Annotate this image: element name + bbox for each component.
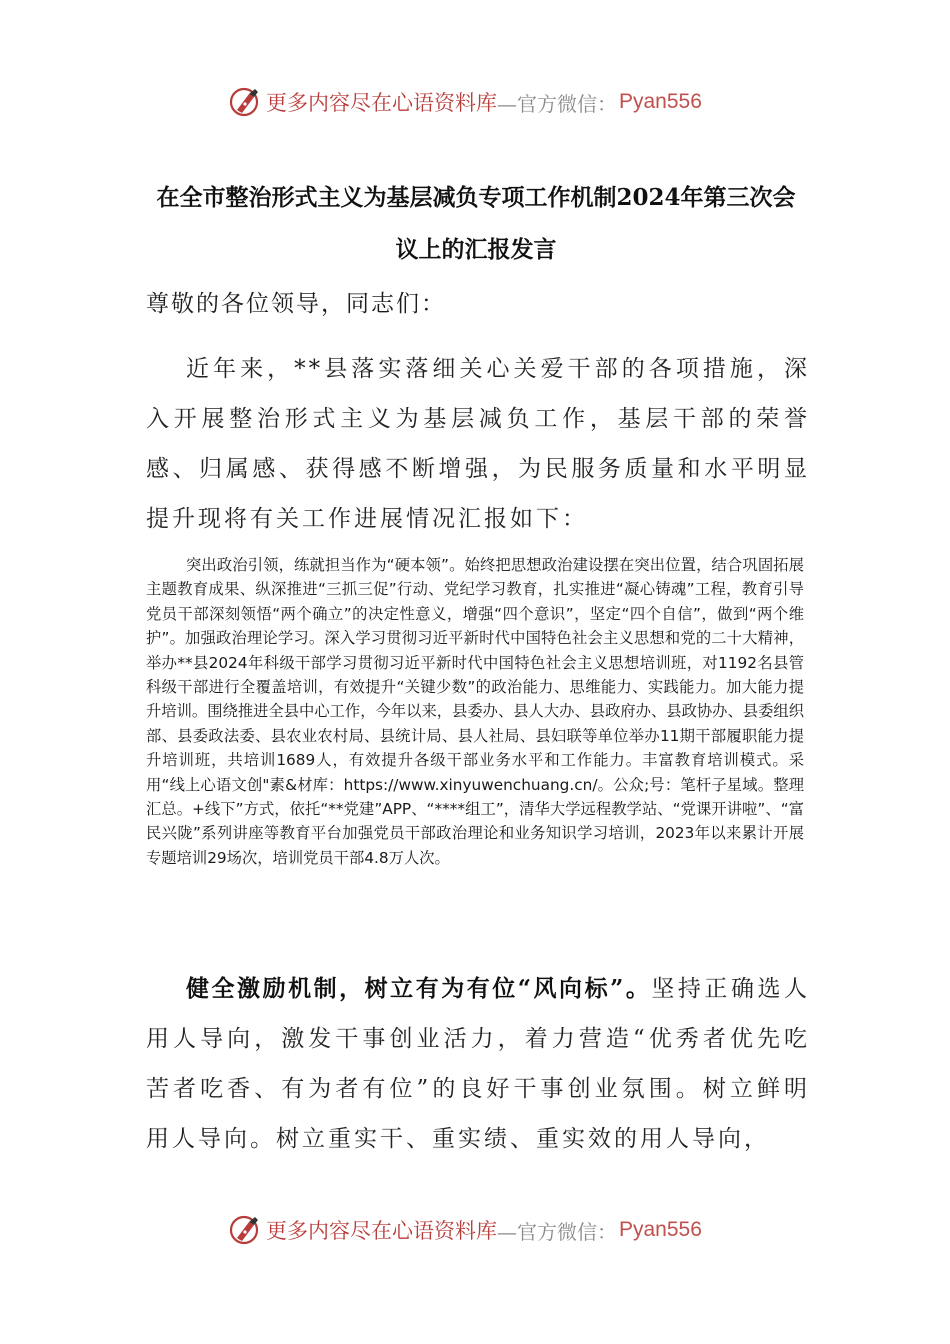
banner-wechat-id: Pyan556 [619,1218,702,1241]
paragraph-incentive-mechanism [146,964,810,1164]
document-title: 在全市整治形式主义为基层减负专项工作机制2024年第三次会议上的汇报发言 [156,184,796,263]
footer-banner [228,1212,748,1248]
header-banner [228,84,748,120]
paragraph-political-guidance: 突出政治引领，练就担当作为“硬本领”。始终把思想政治建设摆在突出位置，结合巩固拓展主题教育成果、纵深推进“三抓三促”行动、党纪学习教育，扎实推进“凝心铸魂”工程，教育引导党员干部深刻领悟“两个确立”的决定性意义，增强“四个意识”，坚定“四个自信”，做到“两个维护”。加强政治理论学习。深入学习贯彻习近平新时代中国特色社会主义思想和党的二十大精神，举办**县2024年科级干部学习贯彻习近平新时代中国特色社会主义思想培训班，对1192名县管科级干部进行全覆盖培训，有效提升“关键少数”的政治能力、思维能力、实践能力。加大能力提升培训。围绕推进全县中心工作，今年以来，县委办、县人大办、县政府办、县政协办、县委组织部、县委政法委、县农业农村局、县统计局、县人社局、县妇联等单位举办11期干部履职能力提升培训班，共培训1689人，有效提升各级干部业务水平和工作能力。丰富教育培训模式。采用“线上心语文创"素&材库：https://www.xinyuwenchuang.cn/。公众;号：笔杆子星域。整理汇总。+线下”方式，依托“**党建”APP、“****组工”，清华大学远程教学站、“党课开讲啦”、“富民兴陇”系列讲座等教育平台加强党员干部政治理论和业务知识学习培训，2023年以来累计开展专题培训29场次，培训党员干部4.8万人次。 [146,556,804,867]
pen-nib-icon [228,85,262,119]
paragraph-lead-heading: 健全激励机制，树立有为有位“风向标”。 [186,975,652,1002]
pen-nib-icon [228,1213,262,1247]
banner-sub-text: —官方微信： [497,1219,617,1244]
paragraph-body-text: 坚持正确选人用人导向，激发干事创业活力，着力营造“优秀者优先吃苦者吃香、有为者有位”的良好干事创业氛围。树立鲜明用人导向。树立重实干、重实绩、重实效的用人导向， [146,976,811,1152]
paragraph-intro: 近年来，**县落实落细关心关爱干部的各项措施，深入开展整治形式主义为基层减负工作，基层干部的荣誉感、归属感、获得感不断增强，为民服务质量和水平明显提升现将有关工作进展情况汇报如下： [146,356,810,532]
banner-sub-text: —官方微信： [497,91,617,116]
banner-wechat-id: Pyan556 [619,90,702,113]
banner-main-text: 更多内容尽在心语资料库 [266,1219,497,1243]
salutation: 尊敬的各位领导，同志们： [146,291,446,317]
banner-main-text: 更多内容尽在心语资料库 [266,91,497,115]
